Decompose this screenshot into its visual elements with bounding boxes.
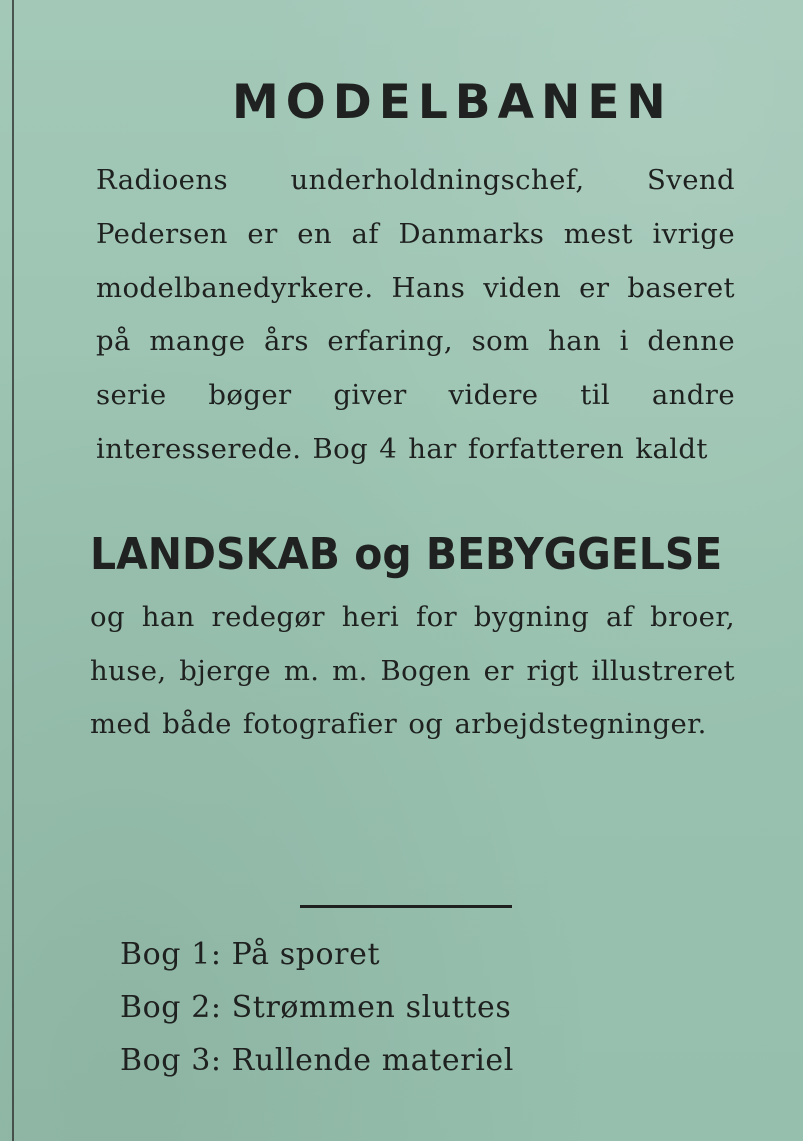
book-series-title: På sporet [231,937,381,972]
description-paragraph: og han redegør heri for bygning af broer, huse, bjerge m. m. Bogen er rigt illustreret med både fotografier og arbejdstegninger. [90,600,735,741]
intro-paragraph: Radioens underholdningschef, Svend Pedersen er en af Danmarks mest ivrige modelbanedyrkere. Hans viden er baseret på mange års erfaring, som han i denne serie bøger giver videre til andre interesserede. Bog 4 har forfatteren kaldt [96,164,735,465]
list-item [120,928,514,981]
book-number-label: Bog 3: [120,1043,222,1078]
section-divider [300,905,512,908]
book-number-label: Bog 1: [120,937,222,972]
book-series-title: Rullende materiel [231,1043,514,1078]
book-jacket-text [90,72,735,752]
list-item [120,1034,514,1087]
page-title: MODELBANEN [232,75,673,130]
book-series-list [120,928,514,1087]
list-item [120,981,514,1034]
book-title: LANDSKAB og BEBYGGELSE [90,528,723,580]
book-series-title: Strømmen sluttes [231,990,512,1025]
binding-edge-line [12,0,14,1141]
book-number-label: Bog 2: [120,990,222,1025]
